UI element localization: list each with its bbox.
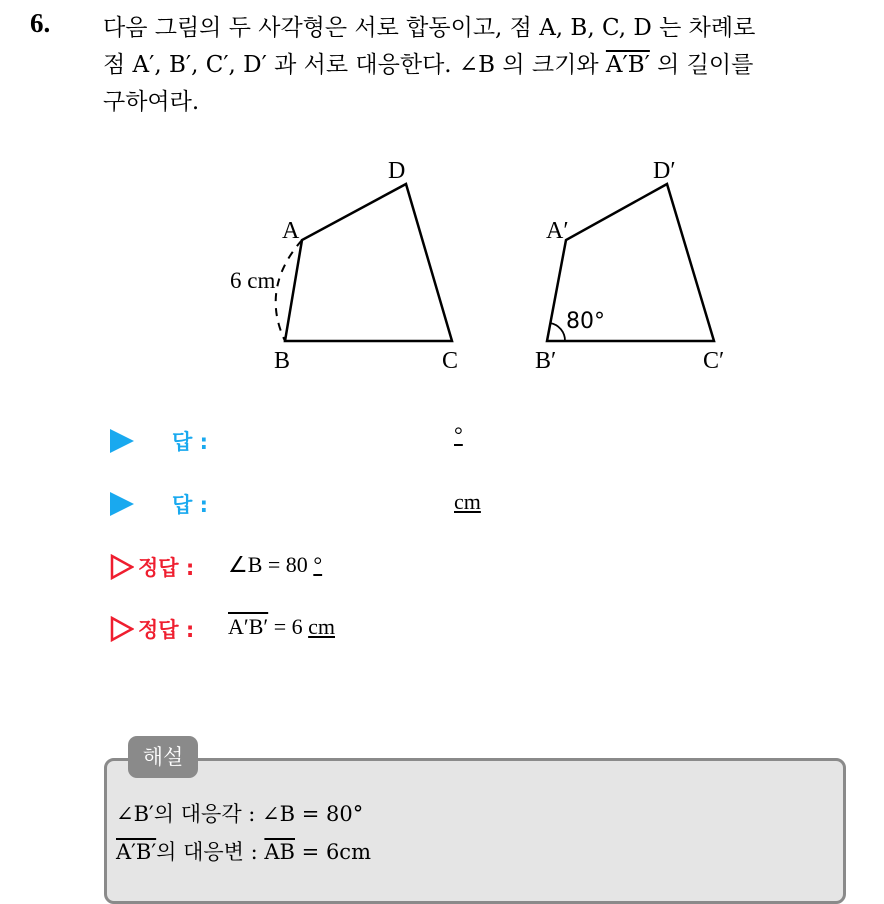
answer-unit-degree: ° xyxy=(454,422,463,447)
answer-label: 답 : xyxy=(172,493,208,517)
play-triangle-icon xyxy=(110,492,134,516)
explanation-line-2 xyxy=(116,836,371,866)
outline-triangle-icon xyxy=(110,616,134,642)
vertex-c: C xyxy=(442,348,459,374)
answer-label: 답 : xyxy=(172,430,208,454)
problem-line-2-b: 의 길이를 xyxy=(649,52,754,78)
solution-expression xyxy=(228,552,322,578)
congruent-quadrilaterals-figure xyxy=(200,148,760,388)
problem-text xyxy=(103,10,863,121)
problem-line-2 xyxy=(103,47,863,84)
explanation-line-2-end: = 6cm xyxy=(295,840,371,864)
vertex-b: B xyxy=(274,348,291,374)
solution-label: 정답 : xyxy=(138,556,195,580)
explanation-line-2-mid: 의 대응변 : xyxy=(156,840,265,864)
solution-unit: cm xyxy=(308,614,335,639)
segment-a-prime-b-prime: A′B′ xyxy=(228,614,269,639)
solution-expression-text: ∠B = 80 xyxy=(228,552,314,577)
explanation-line-1: ∠B′의 대응각 : ∠B = 80° xyxy=(116,802,364,826)
problem-line-2-a: 점 A′, B′, C′, D′ 과 서로 대응한다. ∠B 의 크기와 xyxy=(103,52,606,78)
segment-a-prime-b-prime: A′B′ xyxy=(605,52,650,78)
vertex-a-prime: A′ xyxy=(546,218,569,244)
explanation-tag: 해설 xyxy=(128,736,198,778)
solution-label: 정답 : xyxy=(138,618,195,642)
vertex-a: A xyxy=(282,218,300,244)
side-ab-length-label: 6 cm xyxy=(230,268,276,293)
vertex-d-prime: D′ xyxy=(653,158,676,184)
answer-row-angle xyxy=(110,422,463,460)
solution-expression-text: = 6 xyxy=(268,614,309,639)
problem-line-3: 구하여라. xyxy=(103,89,200,115)
answer-row-length xyxy=(110,489,481,523)
segment-a-prime-b-prime: A′B′ xyxy=(116,840,157,864)
solution-expression xyxy=(228,614,335,640)
solution-row-angle xyxy=(110,552,323,586)
angle-b-prime-arc xyxy=(550,323,565,341)
vertex-b-prime: B′ xyxy=(535,348,557,374)
solution-row-length xyxy=(110,614,335,648)
angle-b-prime-label: 80° xyxy=(566,309,605,334)
side-ab-dashed-arc xyxy=(276,240,302,341)
problem-line-1: 다음 그림의 두 사각형은 서로 합동이고, 점 A, B, C, D 는 차례로 xyxy=(103,15,756,41)
vertex-d: D xyxy=(388,158,406,184)
segment-ab: $\overline{AB}$ xyxy=(264,840,295,864)
vertex-c-prime: C′ xyxy=(703,348,725,374)
answer-unit-cm: cm xyxy=(454,489,481,514)
play-triangle-icon xyxy=(110,429,134,453)
explanation-box xyxy=(104,758,846,904)
outline-triangle-icon xyxy=(110,554,134,580)
solution-unit: ° xyxy=(313,552,323,577)
quadrilateral-abcd xyxy=(285,184,452,341)
problem-number: 6. xyxy=(30,8,51,38)
